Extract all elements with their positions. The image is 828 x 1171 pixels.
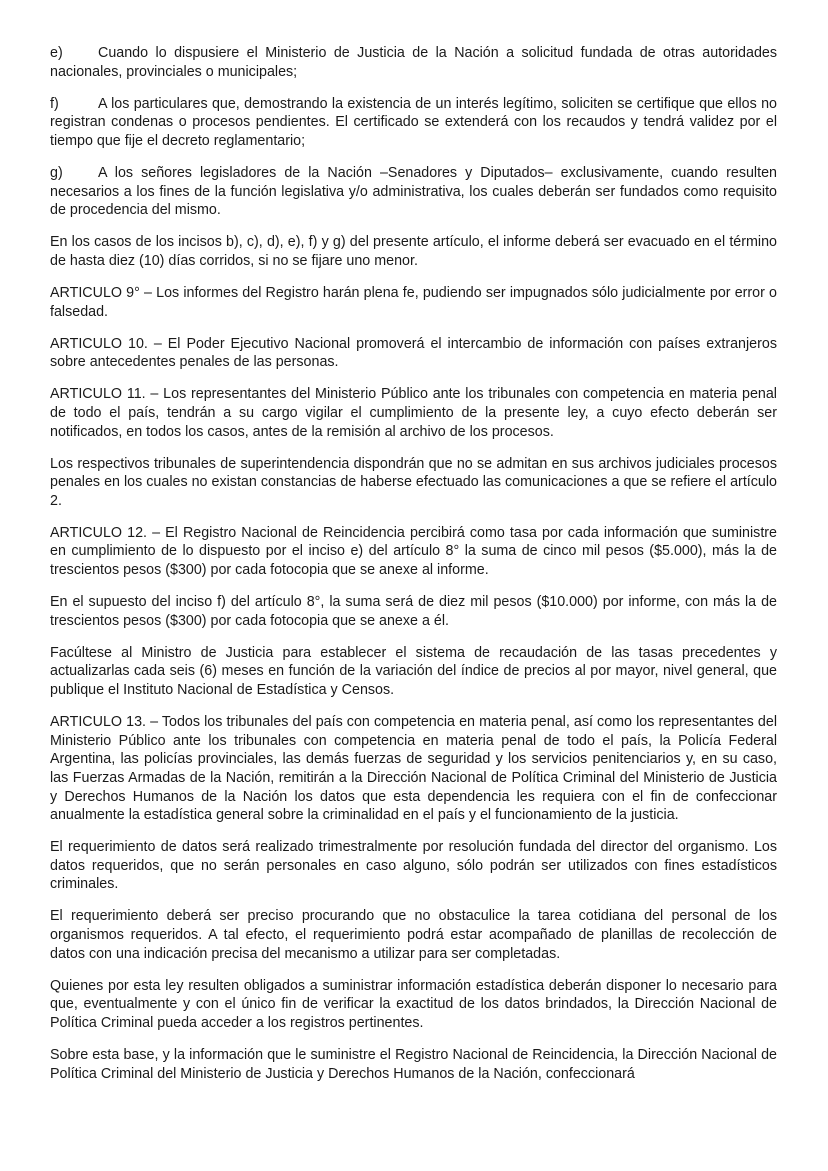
inciso-f [50,95,777,151]
articulo-9: ARTICULO 9° – Los informes del Registro harán plena fe, pudiendo ser impugnados sólo judicialmente por error o falsedad. [50,284,777,320]
paragraph-inciso-f-tasa: En el supuesto del inciso f) del artículo 8°, la suma será de diez mil pesos ($10.000) por informe, con más la de trescientos pesos ($300) por cada fotocopia que se anexe a él. [50,594,777,629]
paragraph-requerimiento-datos: El requerimiento de datos será realizado trimestralmente por resolución fundada del director del organismo. Los datos requeridos, que no serán personales en caso alguno, sólo podrán ser utilizados con fines estadísticos criminales. [50,839,777,893]
articulo-12: ARTICULO 12. – El Registro Nacional de Reincidencia percibirá como tasa por cada información que suministre en cumplimiento de lo dispuesto por el inciso e) del artículo 8° la suma de cinco mil pesos ($5.000), más la de trescientos pesos ($300) por cada fotocopia que se anexe al informe. [50,524,777,579]
articulo-10: ARTICULO 10. – El Poder Ejecutivo Nacional promoverá el intercambio de información con países extranjeros sobre antecedentes penales de las personas. [50,335,777,371]
articulo-13: ARTICULO 13. – Todos los tribunales del país con competencia en materia penal, así como los representantes del Ministerio Público ante los tribunales con competencia en materia penal de todo el país, la Policía Federal Argentina, las policías provinciales, las demás fuerzas de seguridad y los servicios penitenciarios y, en su caso, las Fuerzas Armadas de la Nación, remitirán a la Dirección Nacional de Política Criminal del Ministerio de Justicia y Derechos Humanos de la Nación los datos que esta dependencia les requiera con el fin de confeccionar anualmente la estadística general sobre la criminalidad en el país y el funcionamiento de la justicia. [50,714,777,824]
paragraph-tribunales: Los respectivos tribunales de superintendencia dispondrán que no se admitan en sus archivos judiciales procesos penales en los cuales no existan constancias de haberse efectuado las comunicaciones a que se refiere el artículo 2. [50,455,777,509]
inciso-letter: e) [50,45,63,61]
paragraph-facultese: Facúltese al Ministro de Justicia para establecer el sistema de recaudación de las tasas precedentes y actualizarlas cada seis (6) meses en función de la variación del índice de precios al por mayor, nivel general, que publique el Instituto Nacional de Estadística y Censos. [50,644,777,699]
inciso-letter: g) [50,164,63,181]
inciso-text: Cuando lo dispusiere el Ministerio de Justicia de la Nación a solicitud fundada de otras autoridades nacionales, provinciales o municipales; [50,45,777,80]
articulo-11: ARTICULO 11. – Los representantes del Ministerio Público ante los tribunales con competencia en materia penal de todo el país, tendrán a su cargo vigilar el cumplimiento de la presente ley, a cuyo efecto deberán ser notificados, en todos los casos, antes de la remisión al archivo de los procesos. [50,386,777,440]
inciso-g [50,164,777,220]
paragraph-sobre-esta-base: Sobre esta base, y la información que le suministre el Registro Nacional de Reincidencia, la Dirección Nacional de Política Criminal del Ministerio de Justicia y Derechos Humanos de la Nación, confeccionará [50,1047,777,1082]
inciso-e [50,44,777,81]
inciso-text: A los señores legisladores de la Nación –Senadores y Diputados– exclusivamente, cuando resulten necesarios a los fines de la función legislativa y/o administrativa, los cuales deberán ser fundados como requisito de procedencia del mismo. [50,164,777,219]
document-page [50,44,777,1083]
paragraph-obligados: Quienes por esta ley resulten obligados a suministrar información estadística deberán disponer lo necesario para que, eventualmente y con el único fin de verificar la exactitud de los datos brindados, la Dirección Nacional de Política Criminal pueda acceder a los registros pertinentes. [50,977,777,1031]
paragraph-requerimiento-preciso: El requerimiento deberá ser preciso procurando que no obstaculice la tarea cotidiana del personal de los organismos requeridos. A tal efecto, el requerimiento podrá estar acompañado de planillas de recolección de datos con una indicación precisa del mecanismo a utilizar para ser completadas. [50,908,777,962]
paragraph-plazo: En los casos de los incisos b), c), d), e), f) y g) del presente artículo, el informe deberá ser evacuado en el término de hasta diez (10) días corridos, si no se fijare uno menor. [50,234,777,269]
inciso-text: A los particulares que, demostrando la existencia de un interés legítimo, soliciten se certifique que ellos no registran condenas o procesos pendientes. El certificado se extenderá con los recaudos y tendrá validez por el tiempo que fije el decreto reglamentario; [50,95,777,149]
inciso-letter: f) [50,95,59,112]
